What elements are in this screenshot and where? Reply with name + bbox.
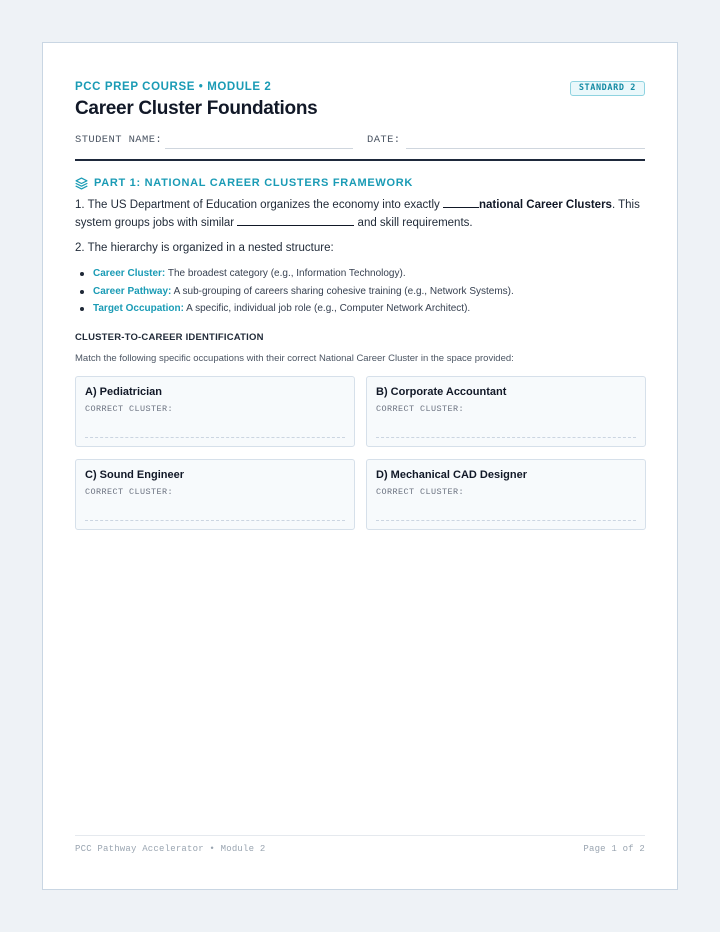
list-item-desc: A sub-grouping of careers sharing cohesive training (e.g., Network Systems). (173, 285, 514, 297)
part1-title: PART 1: NATIONAL CAREER CLUSTERS FRAMEWORK (94, 177, 414, 189)
worksheet-page (42, 42, 678, 890)
question-1-text-a: The US Department of Education organizes the economy into exactly (87, 199, 440, 211)
layers-icon (75, 177, 88, 190)
question-2-text: The hierarchy is organized in a nested structure: (87, 242, 334, 254)
cluster-answer-field[interactable] (376, 437, 636, 438)
occupation-title: B) Corporate Accountant (376, 386, 507, 398)
question-2-number: 2. (75, 242, 85, 254)
question-1-bold: national Career Clusters (479, 199, 612, 211)
cluster-label: CORRECT CLUSTER: (376, 487, 465, 497)
cluster-label: CORRECT CLUSTER: (85, 404, 174, 414)
student-name-field[interactable] (165, 148, 353, 149)
question-1-number: 1. (75, 199, 85, 211)
student-info-fields (75, 133, 645, 151)
page-content (75, 43, 645, 889)
question-1-text-c: and skill requirements. (357, 217, 473, 229)
bullet-dot (80, 290, 84, 294)
page-title: Career Cluster Foundations (75, 98, 318, 119)
date-label: DATE: (367, 134, 401, 146)
bullet-dot (80, 307, 84, 311)
occupation-card-b (366, 376, 646, 447)
cluster-label: CORRECT CLUSTER: (376, 404, 465, 414)
question-1-text-b: . This system groups jobs with similar (75, 199, 640, 229)
hierarchy-list (75, 265, 645, 318)
occupation-card-a (75, 376, 355, 447)
list-item-term: Target Occupation: (93, 303, 184, 314)
bullet-dot (80, 272, 84, 276)
cluster-answer-field[interactable] (85, 437, 345, 438)
list-item-term: Career Pathway: (93, 285, 172, 297)
cluster-answer-field[interactable] (85, 520, 345, 521)
standard-badge: STANDARD 2 (570, 81, 645, 96)
list-item-term: Career Cluster: (93, 268, 166, 279)
occupation-title: C) Sound Engineer (85, 469, 184, 481)
identification-heading: CLUSTER-TO-CAREER IDENTIFICATION (75, 332, 264, 343)
occupation-card-c (75, 459, 355, 530)
list-item-desc: The broadest category (e.g., Information Technology). (167, 268, 406, 279)
page-number: Page 1 of 2 (583, 844, 645, 854)
list-item (75, 283, 645, 301)
header-divider (75, 159, 645, 161)
cluster-label: CORRECT CLUSTER: (85, 487, 174, 497)
question-1 (75, 196, 645, 232)
footer-divider (75, 835, 645, 836)
course-eyebrow: PCC PREP COURSE • MODULE 2 (75, 81, 272, 93)
occupation-title: D) Mechanical CAD Designer (376, 469, 527, 481)
list-item (75, 300, 645, 318)
occupation-title: A) Pediatrician (85, 386, 163, 398)
student-name-label: STUDENT NAME: (75, 134, 163, 146)
question-1-blank-count[interactable] (443, 199, 479, 208)
footer-course: PCC Pathway Accelerator • Module 2 (75, 844, 266, 854)
list-item (75, 265, 645, 283)
occupation-card-d (366, 459, 646, 530)
list-item-desc: A specific, individual job role (e.g., Computer Network Architect). (186, 303, 471, 314)
identification-instructions: Match the following specific occupations with their correct National Career Cluster in the space provided: (75, 353, 514, 364)
date-field[interactable] (406, 148, 645, 149)
question-1-blank-similar[interactable] (237, 217, 354, 226)
cluster-answer-field[interactable] (376, 520, 636, 521)
question-2 (75, 239, 645, 257)
